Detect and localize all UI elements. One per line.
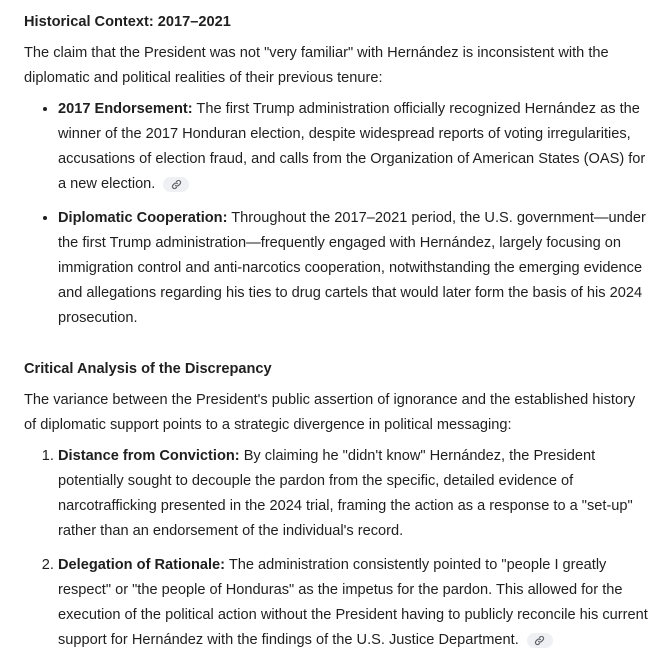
section-heading-historical-context: Historical Context: 2017–2021	[24, 14, 231, 30]
list-item-text: By claiming he "didn't know" Hernández, the President potentially sought to decouple the pardon from the specific, detailed evidence of narcotrafficking presented in the 2024 trial, framing the action as a response to a "set-up" rather than an endorsement of the individual's record.	[58, 448, 633, 539]
link-icon	[534, 635, 545, 646]
list-item-title: Delegation of Rationale:	[58, 557, 226, 573]
list-item-text: The first Trump administration officially recognized Hernández as the winner of the 2017 Honduran election, despite widespread reports of voting irregularities, accusations of election fraud, and calls from the Organization of American States (OAS) for a new election.	[58, 101, 646, 192]
section-heading-critical-analysis: Critical Analysis of the Discrepancy	[24, 361, 272, 377]
source-link-chip[interactable]	[163, 177, 189, 192]
list-item-2017-endorsement	[58, 97, 651, 197]
list-item-title: Diplomatic Cooperation:	[58, 210, 228, 226]
list-item-title: Distance from Conviction:	[58, 448, 240, 464]
list-item-text: Throughout the 2017–2021 period, the U.S. government—under the first Trump administration—frequently engaged with Hernández, largely focusing on immigration control and anti-narcotics cooperation, notwithstanding the emerging evidence and allegations regarding his ties to drug cartels that would later form the basis of his 2024 prosecution.	[58, 210, 646, 326]
list-item-distance-from-conviction	[58, 444, 651, 544]
numbered-list	[24, 444, 651, 653]
link-icon	[171, 179, 182, 190]
list-item-title: 2017 Endorsement:	[58, 101, 193, 117]
section-intro-paragraph: The claim that the President was not "very familiar" with Hernández is inconsistent with the diplomatic and political realities of their previous tenure:	[24, 45, 609, 86]
section-intro-paragraph: The variance between the President's public assertion of ignorance and the established history of diplomatic support points to a strategic divergence in political messaging:	[24, 392, 636, 433]
bullet-list	[24, 97, 651, 331]
list-item-diplomatic-cooperation	[58, 206, 651, 331]
source-link-chip[interactable]	[527, 633, 553, 648]
list-item-text: The administration consistently pointed to "people I greatly respect" or "the people of Honduras" as the impetus for the pardon. This allowed for the execution of the political action without the President having to publicly reconcile his current support for Hernández with the findings of the U.S. Justice Department.	[58, 557, 648, 648]
list-item-delegation-of-rationale	[58, 553, 651, 653]
